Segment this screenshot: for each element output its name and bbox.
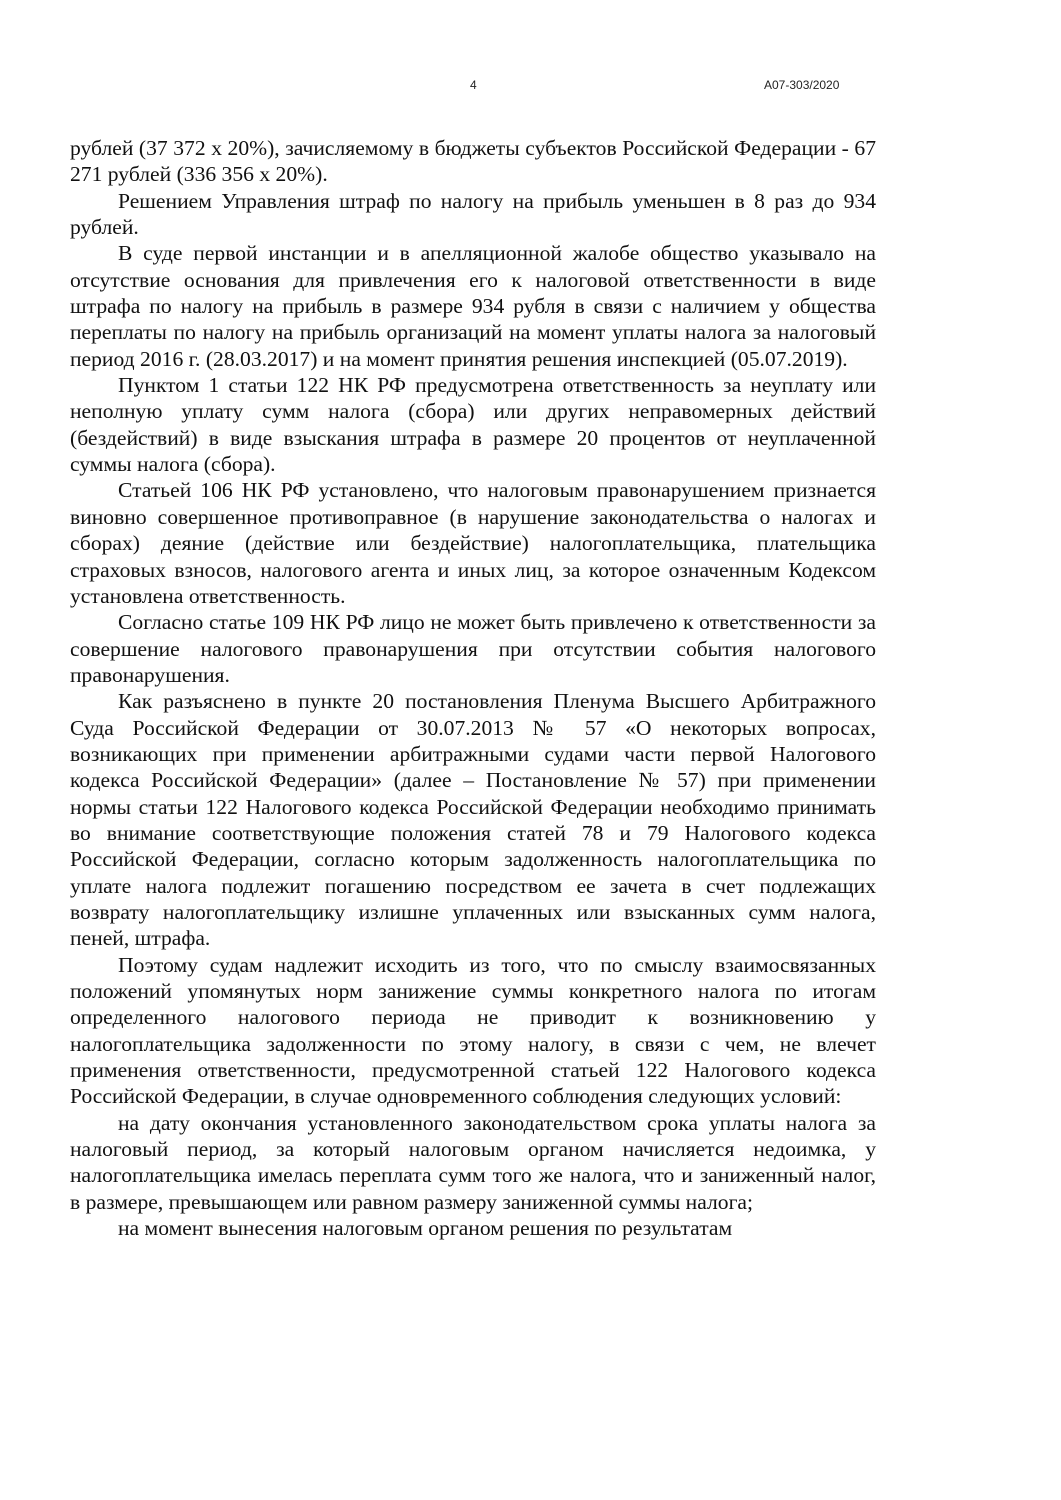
document-body [70, 135, 876, 1241]
paragraph: на дату окончания установленного законодательством срока уплаты налога за налоговый период, за который налоговым органом начисляется недоимка, у налогоплательщика имелась переплата сумм того же налога, что и заниженный налог, в размере, превышающем или равном размеру заниженной суммы налога; [70, 1110, 876, 1214]
paragraph: В суде первой инстанции и в апелляционной жалобе общество указывало на отсутствие основания для привлечения его к налоговой ответственности в виде штрафа по налогу на прибыль в размере 934 рубля в связи с наличием у общества переплаты по налогу на прибыль организаций на момент уплаты налога за налоговый период 2016 г. (28.03.2017) и на момент принятия решения инспекцией (05.07.2019). [70, 241, 876, 371]
page-number: 4 [470, 78, 477, 92]
paragraph: Статьей 106 НК РФ установлено, что налоговым правонарушением признается виновно совершенное противоправное (в нарушение законодательства о налогах и сборах) деяние (действие или бездействие) налогоплательщика, плательщика страховых взносов, налогового агента и иных лиц, за которое означенным Кодексом установлена ответственность. [70, 478, 876, 608]
paragraph-continuation: рублей (37 372 х 20%), зачисляемому в бюджеты субъектов Российской Федерации - 67 271 рублей (336 356 х 20%). [70, 136, 876, 187]
paragraph: Как разъяснено в пункте 20 постановления Пленума Высшего Арбитражного Суда Российской Федерации от 30.07.2013 № 57 «О некоторых вопросах, возникающих при применении арбитражными судами части первой Налогового кодекса Российской Федерации» (далее – Постановление № 57) при применении нормы статьи 122 Налогового кодекса Российской Федерации необходимо принимать во внимание соответствующие положения статей 78 и 79 Налогового кодекса Российской Федерации, согласно которым задолженность налогоплательщика по уплате налога подлежит погашению посредством ее зачета в счет подлежащих возврату налогоплательщику излишне уплаченных или взысканных сумм налога, пеней, штрафа. [70, 689, 876, 951]
paragraph: Решением Управления штраф по налогу на прибыль уменьшен в 8 раз до 934 рублей. [70, 188, 876, 240]
case-number: А07-303/2020 [764, 78, 840, 92]
paragraph: Согласно статье 109 НК РФ лицо не может быть привлечено к ответственности за совершение налогового правонарушения при отсутствии события налогового правонарушения. [70, 610, 876, 687]
page-header [0, 72, 1061, 96]
paragraph: Поэтому судам надлежит исходить из того, что по смыслу взаимосвязанных положений упомянутых норм занижение суммы конкретного налога по итогам определенного налогового периода не приводит к возникновению у налогоплательщика задолженности по этому налогу, в связи с чем, не влечет применения ответственности, предусмотренной статьей 122 Налогового кодекса Российской Федерации, в случае одновременного соблюдения следующих условий: [70, 952, 876, 1109]
paragraph: на момент вынесения налоговым органом решения по результатам [118, 1216, 733, 1241]
paragraph: Пунктом 1 статьи 122 НК РФ предусмотрена ответственность за неуплату или неполную уплату сумм налога (сбора) или других неправомерных действий (бездействий) в виде взыскания штрафа в размере 20 процентов от неуплаченной суммы налога (сбора). [70, 373, 876, 477]
